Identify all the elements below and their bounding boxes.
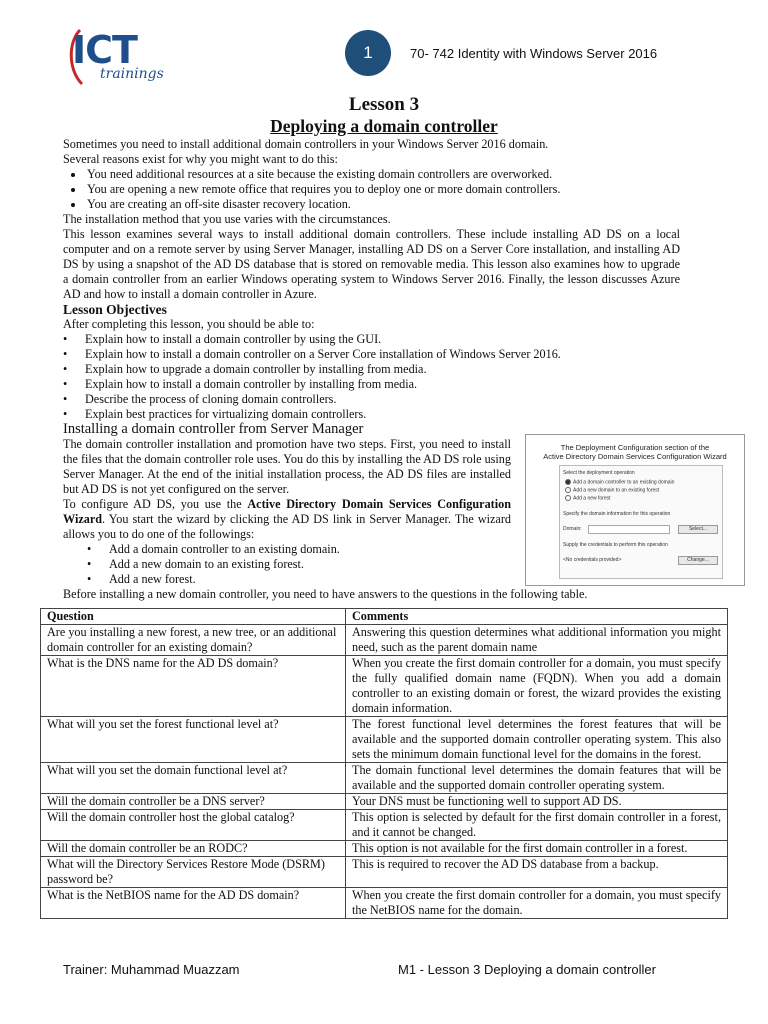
wizard-window bbox=[559, 465, 723, 579]
objectives-list bbox=[63, 332, 680, 422]
column-header: Comments bbox=[346, 609, 728, 625]
list-item: • Explain how to upgrade a domain controller by installing from media. bbox=[63, 362, 680, 377]
list-item: • Explain how to install a domain controller on a Server Core installation of Windows Server 2016. bbox=[63, 347, 680, 362]
select-operation-label: Select the deployment operation bbox=[563, 470, 635, 476]
table-header-row bbox=[41, 609, 728, 625]
list-item: • Explain how to install a domain controller by using the GUI. bbox=[63, 332, 680, 347]
installing-heading: Installing a domain controller from Server Manager bbox=[63, 421, 364, 437]
intro-paragraph: The installation method that you use varies with the circumstances. bbox=[63, 212, 391, 226]
list-item: • Add a domain controller to an existing domain. bbox=[63, 542, 680, 557]
domain-field bbox=[588, 525, 670, 534]
list-item: • Describe the process of cloning domain controllers. bbox=[63, 392, 680, 407]
change-button: Change... bbox=[678, 556, 718, 565]
table-row: What will the Directory Services Restore Mode (DSRM) password be? This is required to recover the AD DS database from a backup. bbox=[41, 857, 728, 888]
radio-icon bbox=[565, 487, 571, 493]
page-number-badge: 1 bbox=[345, 30, 391, 76]
list-item: • Add a new forest. bbox=[63, 572, 680, 587]
table-row: What will you set the domain functional level at? The domain functional level determines the domain features that will be available and the supported domain controller operating system. bbox=[41, 763, 728, 794]
intro-paragraph: This lesson examines several ways to install additional domain controllers. These include installing AD DS on a local computer and on a remote server by using Server Manager, installing AD DS on a Server Core installation, and installing AD DS by using a snapshot of the AD DS database that is stored on removable media. This lesson also examines how to upgrade a domain controller from an earlier Windows operating system to Windows Server 2016. Finally, the lesson discusses Azure AD and how to install a domain controller in Azure. bbox=[63, 227, 680, 301]
wizard-screenshot-figure bbox=[525, 434, 745, 586]
supply-label: Supply the credentials to perform this operation bbox=[563, 542, 668, 548]
lesson-subtitle: Deploying a domain controller bbox=[270, 116, 498, 136]
list-item: • Explain how to install a domain controller by installing from media. bbox=[63, 377, 680, 392]
questions-table bbox=[40, 608, 728, 919]
no-credentials-text: <No credentials provided> bbox=[563, 557, 622, 563]
list-item: • You are opening a new remote office that requires you to deploy one or more domain controllers. bbox=[85, 182, 680, 197]
radio-selected-icon bbox=[565, 479, 571, 485]
radio-option: Add a new forest bbox=[565, 495, 611, 501]
domain-label: Domain: bbox=[563, 526, 582, 532]
logo-brand: ICT bbox=[72, 28, 137, 72]
figure-caption: The Deployment Configuration section of the Active Directory Domain Services Configuration Wizard bbox=[543, 443, 727, 461]
table-row: What will you set the forest functional level at? The forest functional level determines the forest features that will be available and the supported domain controller operating system. This also sets the minimum domain functional level for the domains in the forest. bbox=[41, 717, 728, 763]
table-lead: Before installing a new domain controller, you need to have answers to the questions in the following table. bbox=[63, 587, 588, 601]
wizard-name: Active Directory Domain Services Configuration Wizard bbox=[63, 497, 512, 526]
radio-icon bbox=[565, 495, 571, 501]
select-button: Select... bbox=[678, 525, 718, 534]
table-row: What is the NetBIOS name for the AD DS domain? When you create the first domain controller for a domain, you must specify the NetBIOS name for the domain. bbox=[41, 888, 728, 919]
installing-paragraph: The domain controller installation and promotion have two steps. First, you need to install the files that the domain controller role uses. You do this by installing the AD DS role using Server Manager. At the end of the initial installation process, the AD DS files are installed but AD DS is not yet configured on the server. bbox=[63, 437, 511, 496]
footer-trainer: Trainer: Muhammad Muazzam bbox=[63, 962, 240, 977]
intro-paragraph: Several reasons exist for why you might want to do this: bbox=[63, 152, 338, 166]
table-row: Will the domain controller be a DNS server? Your DNS must be functioning well to support AD DS. bbox=[41, 794, 728, 810]
table-row: Are you installing a new forest, a new tree, or an additional domain controller for an existing domain? Answering this question determines what additional information you might need, such as the parent domain name bbox=[41, 625, 728, 656]
column-header: Question bbox=[41, 609, 346, 625]
table-row: Will the domain controller host the global catalog? This option is selected by default for the first domain controller in a forest, and it cannot be changed. bbox=[41, 810, 728, 841]
installing-paragraph: To configure AD DS, you use the Active Directory Domain Services Configuration Wizard. You start the wizard by clicking the AD DS link in Server Manager. The wizard allows you to do one of the followings: bbox=[63, 497, 512, 541]
lesson-title: Lesson 3 bbox=[348, 94, 420, 115]
list-item: • Add a new domain to an existing forest. bbox=[63, 557, 680, 572]
course-title: 70- 742 Identity with Windows Server 2016 bbox=[410, 46, 658, 61]
ict-logo bbox=[66, 26, 172, 88]
table-row: Will the domain controller be an RODC? This option is not available for the first domain controller in a forest. bbox=[41, 841, 728, 857]
reasons-list bbox=[63, 167, 680, 212]
footer-module: M1 - Lesson 3 Deploying a domain controller bbox=[398, 962, 656, 977]
table-row: What is the DNS name for the AD DS domain? When you create the first domain controller for a domain, you must specify the fully qualified domain name (FQDN). When you add a domain controller to an existing domain or forest, the wizard provides the existing domain information. bbox=[41, 656, 728, 717]
intro-paragraph: Sometimes you need to install additional domain controllers in your Windows Server 2016 domain. bbox=[63, 137, 549, 151]
radio-option: Add a domain controller to an existing domain bbox=[565, 479, 674, 485]
list-item: • Explain best practices for virtualizing domain controllers. bbox=[63, 407, 680, 422]
objectives-heading: Lesson Objectives bbox=[63, 302, 167, 317]
list-item: • You are creating an off-site disaster recovery location. bbox=[85, 197, 680, 212]
objectives-lead: After completing this lesson, you should be able to: bbox=[63, 317, 315, 331]
specify-label: Specify the domain information for this operation bbox=[563, 511, 671, 517]
logo-subtext: trainings bbox=[100, 66, 164, 82]
list-item: • You need additional resources at a site because the existing domain controllers are overworked. bbox=[85, 167, 680, 182]
radio-option: Add a new domain to an existing forest bbox=[565, 487, 659, 493]
